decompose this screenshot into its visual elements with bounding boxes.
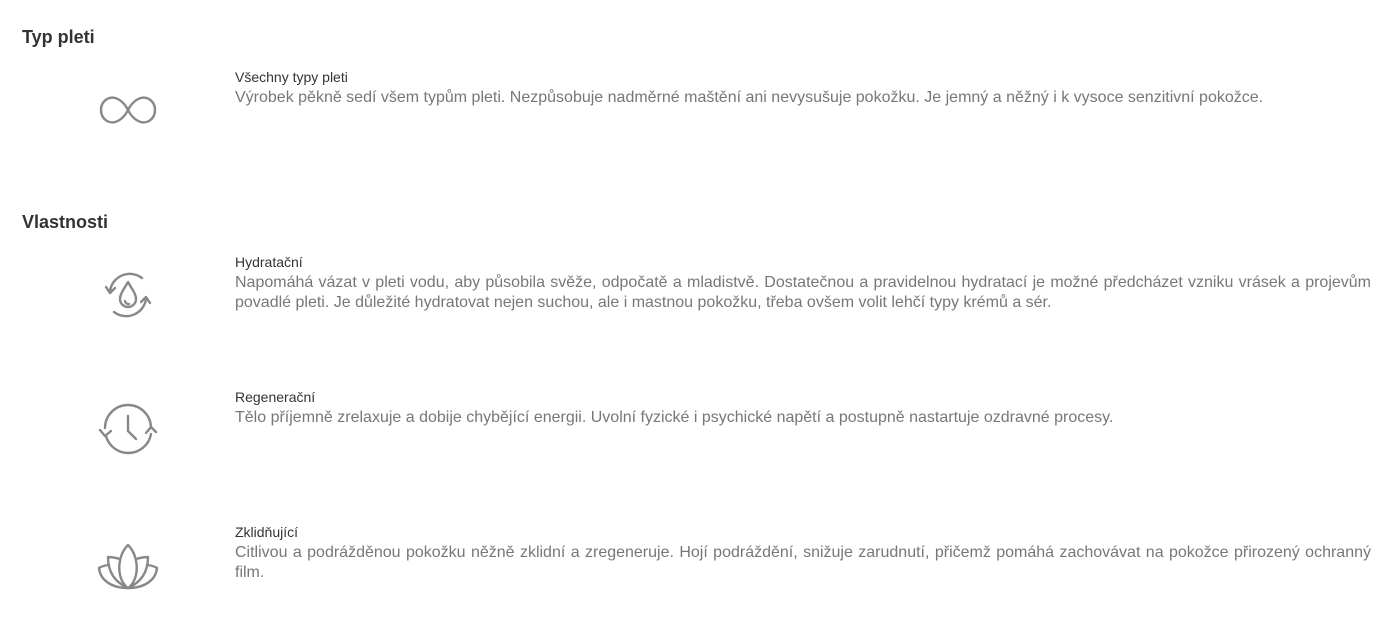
feature-description: Citlivou a podrážděnou pokožku něžně zklidní a zregeneruje. Hojí podráždění, snižuje zarudnutí, přičemž pomáhá zachovávat na pokožce přirozený ochranný film. [235,544,1371,581]
infinity-icon [96,78,160,142]
feature-name: Zklidňující [235,524,299,540]
feature-name: Hydratační [235,254,303,270]
feature-description: Napomáhá vázat v pleti vodu, aby působila svěže, odpočatě a mladistvě. Dostatečnou a pravidelnou hydratací je možné předcházet vzniku vrásek a projevům povadlé pleti. Je důležité hydratovat nejen suchou, ale i mastnou pokožku, třeba ovšem volit lehčí typy krémů a sér. [235,274,1371,311]
section-title-skin-type: Typ pleti [22,27,95,47]
feature-description: Výrobek pěkně sedí všem typům pleti. Nezpůsobuje nadměrné maštění ani nevysušuje pokožku. Je jemný a něžný i k vysoce senzitivní pokožce. [235,89,1264,106]
feature-name: Regenerační [235,389,316,405]
section-title-properties: Vlastnosti [22,212,109,232]
feature-description: Tělo příjemně zrelaxuje a dobije chybějící energii. Uvolní fyzické i psychické napětí a postupně nastartuje ozdravné procesy. [235,409,1114,426]
hydration-drop-cycle-icon [96,263,160,327]
lotus-icon [96,535,160,599]
feature-name: Všechny typy pleti [235,69,348,85]
clock-cycle-icon [96,398,160,462]
